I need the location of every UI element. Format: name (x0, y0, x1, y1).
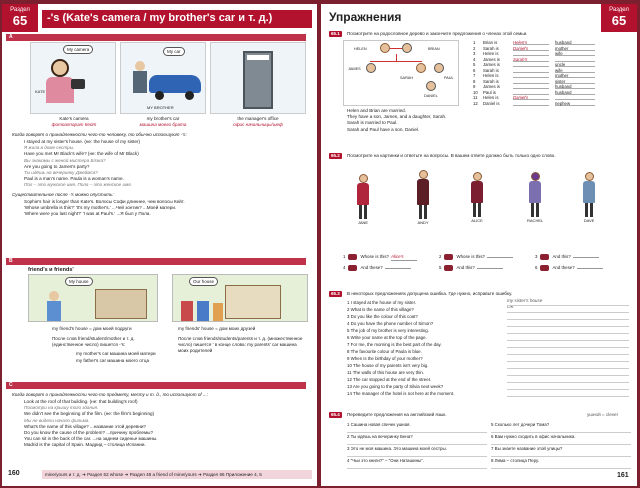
row-subject: Daniel is (483, 100, 500, 106)
family-paragraph (347, 108, 477, 133)
row-subject: Sarah is (483, 45, 499, 51)
illustration-brother (120, 42, 206, 114)
person-name: JANE (357, 220, 369, 225)
unit-title: -'s (Kate's camera / my brother's car и т. д.) (42, 10, 312, 28)
photo-daniel (426, 81, 436, 91)
ex3-answer-2: OK (507, 304, 514, 309)
exercise-number: 65.4 (331, 412, 340, 417)
row-relation: sister (555, 79, 595, 84)
para-line: Helen and Brian are married. (347, 108, 406, 113)
exercise-instruction: Переведите предложения на английский язык. (347, 412, 447, 417)
example-line: 'Where were you last night?' 'I was at Paul's.' ...Я был у Пола. (24, 211, 151, 217)
row-answer[interactable]: Daniel's (513, 46, 549, 51)
row-answer[interactable]: Daniel's (513, 95, 549, 100)
answer-line[interactable] (507, 375, 629, 376)
speech-bubble: My camera (63, 45, 93, 54)
question-number: 3 (535, 254, 538, 260)
rule-c-intro: Когда говорят о принадлежности чего-то предмету, месту и т. д., то используют of ...: (12, 392, 209, 397)
answer-line[interactable] (507, 319, 629, 320)
example-line: Have you met Mr Black's wife? (не: the wife of Mr Black) (24, 151, 139, 157)
caption-brother: MY BROTHER (147, 105, 174, 110)
rule-a2-intro: Существительное после -'s можно опустить: (12, 192, 114, 197)
question-item (343, 265, 437, 271)
camera-icon (71, 79, 85, 89)
answer-line[interactable] (507, 396, 629, 397)
item-icon (444, 265, 453, 271)
ex4-item: 6 Вам нужно сходить в офис начальника. (491, 434, 576, 439)
tree-name: HELEN (354, 47, 367, 51)
illustration-friends-house (172, 274, 308, 322)
example-line: Мы не видели начало фильма. (24, 417, 90, 423)
ex3-line: 8 The favourite colour of Paula is blue. (347, 349, 422, 354)
ex4-col-1 (347, 422, 487, 470)
row-answer[interactable]: Helen's (513, 40, 549, 45)
ex3-line: 12 The car stopped at the end of the street. (347, 377, 432, 382)
row-subject: James is (483, 56, 500, 62)
example-line: Look at the roof of that building. (не: that building's roof) (24, 399, 138, 404)
row-subject: James is (483, 62, 500, 67)
row-answer[interactable] (513, 84, 549, 89)
answer-line[interactable] (491, 428, 631, 433)
ex3-line: 3 Do you like the colour of this coat? (347, 314, 418, 319)
ex3-line: 14 The manager of the hotel is not here at the moment. (347, 391, 455, 396)
caption-1: Kate's camera (59, 116, 89, 121)
ex4-item: 2 Ты идёшь на вечеринку Бена? (347, 434, 413, 439)
page-number: 160 (8, 470, 20, 477)
answer-line[interactable] (507, 347, 629, 348)
ex3-line: 5 The job of my brother is very interesting. (347, 328, 429, 333)
row-number: 2 (473, 45, 476, 51)
answer-field[interactable] (477, 268, 503, 269)
row-relation: mother (555, 73, 595, 78)
answer-line[interactable] (347, 428, 487, 433)
row-subject: Helen is (483, 95, 499, 100)
row-relation: uncle (555, 62, 595, 67)
person-jane (357, 174, 369, 225)
row-subject: James is (483, 84, 500, 89)
person-alice (471, 172, 483, 223)
answer-field[interactable]: Alice's (391, 254, 417, 261)
speech-bubble: My car (163, 47, 185, 56)
question-item (535, 265, 629, 271)
row-answer[interactable]: Sarah's (513, 57, 549, 62)
ex3-line: 11 The walls of this house are very thin. (347, 370, 424, 375)
left-page (2, 4, 317, 486)
item-icon (540, 254, 549, 260)
letter-a: A (6, 34, 306, 41)
row-number: 12 (473, 100, 478, 106)
row-relation: husband (555, 84, 595, 89)
b-caption-1: my friend's house = дом моей подруги (52, 326, 132, 331)
question-item (439, 254, 533, 260)
caption-2-ru: машина моего брата (139, 122, 187, 127)
ex4-item: 8 Лима – столица Перу. (491, 458, 539, 463)
row-number: 8 (473, 78, 476, 84)
row-number: 4 (473, 56, 476, 62)
exercise-instruction: Посмотрите на родословное дерево и закончите предложения о членах этой семьи. (347, 31, 528, 36)
exercise-instruction: В некоторых предложениях допущена ошибка. Где нужно, исправьте ошибку. (347, 291, 513, 296)
answer-line[interactable] (491, 440, 631, 445)
ex4-item: 1 Сашина новая спичек ушная. (347, 422, 411, 427)
row-relation: wife (555, 51, 595, 56)
examples-c (24, 399, 309, 449)
row-number: 11 (473, 95, 478, 100)
ex3-line: 9 When is the birthday of your mother? (347, 356, 423, 361)
row-subject: Helen is (483, 73, 499, 78)
question-text: And this? (456, 265, 475, 271)
row-answer[interactable] (513, 62, 549, 67)
row-number: 7 (473, 73, 476, 78)
examples-a (24, 139, 309, 189)
answer-line[interactable] (507, 368, 629, 369)
ex4-item: 7 Вы знаете название этой улицы? (491, 446, 563, 451)
caption-1-ru: фотоаппарат Кейт (51, 122, 97, 127)
question-text: Whose is this? (456, 254, 486, 260)
answer-line[interactable] (507, 312, 629, 313)
row-answer[interactable] (513, 101, 549, 106)
photo-james (366, 63, 376, 73)
answer-line[interactable] (507, 361, 629, 362)
house-icon (95, 289, 147, 319)
row-subject: Sarah is (483, 78, 499, 84)
answer-line[interactable] (507, 389, 629, 390)
item-icon (540, 265, 549, 271)
footer-crossrefs[interactable]: mine/yours и т. д. ➜ Раздел 62 whose ➜ Раздел 48 a friend of mine/yours ➜ Раздел 66 Приложение 4, 5 (42, 470, 312, 479)
question-text: And these? (552, 265, 575, 271)
answer-line[interactable] (347, 440, 487, 445)
section-number: 65 (611, 13, 627, 28)
row-relation: husband (555, 90, 595, 95)
tree-name: PAUL (444, 76, 454, 80)
exercise-number: 65.1 (331, 31, 340, 36)
person-name: RACHEL (527, 218, 544, 223)
answer-field[interactable] (385, 268, 411, 269)
question-number: 4 (343, 265, 346, 271)
item-icon (348, 265, 357, 271)
para-line: Sarah and Paul have a son, Daniel. (347, 126, 420, 132)
question-text: Whose is this? (360, 254, 390, 260)
ex3-line: 2 What is the name of this village? (347, 307, 414, 312)
answer-line[interactable] (507, 305, 629, 306)
illustration-office (210, 42, 306, 114)
caption-kate: KATE (35, 89, 46, 94)
section-b-bar (6, 258, 306, 265)
ex3-line: 1 I stayed at the house of my sister. (347, 300, 417, 305)
example-line: I stayed at my sister's house. (не: the house of my sister) (24, 139, 141, 144)
ex2-questions (343, 254, 633, 280)
tree-name: BRIAN (428, 47, 440, 51)
row-number: 1 (473, 40, 476, 45)
section-tab (2, 4, 38, 32)
question-number: 5 (439, 265, 442, 271)
ex3-line: 4 Do you have the phone number of Simon? (347, 321, 434, 326)
exercises-title: Упражнения (329, 10, 402, 24)
item-icon (348, 254, 357, 260)
answer-line[interactable] (347, 464, 487, 469)
row-relation (555, 95, 595, 100)
answer-field[interactable] (573, 257, 599, 258)
section-label: Раздел (609, 7, 629, 13)
speech-bubble: Our house (189, 277, 218, 286)
example-line: Вы знакомы с женой мистера Блэка? (24, 157, 106, 163)
example-line: Ты идёшь на вечеринку Джеймса? (24, 170, 98, 176)
person-andy (417, 170, 429, 225)
section-tab (601, 4, 637, 32)
example-line: Sophie's hair is longer than Kate's. Волосы Софи длиннее, чем волосы Кейт. (24, 199, 185, 204)
question-number: 2 (439, 254, 442, 260)
answer-line[interactable] (507, 333, 629, 334)
row-number: 3 (473, 51, 476, 56)
person-rachel (527, 172, 543, 223)
ex3-line: 7 For me, the morning is the best part of the day. (347, 342, 442, 347)
tree-name: SARAH (400, 76, 414, 80)
b-text-1: После слов friend/student/mother и т. д. (единственное число) пишется -'s: (52, 336, 135, 348)
example-line: Do you know the cause of the problem? ...причину проблемы? (24, 430, 154, 436)
example-line: Madrid is the capital of Spain. Мадрид – столица Испании. (24, 442, 146, 448)
b-text-3: my father's car машина моего отца (76, 358, 150, 363)
b-title: friend's и friends' (28, 267, 74, 273)
row-relation: nephew (555, 101, 595, 106)
row-answer[interactable] (513, 90, 549, 95)
car-icon (149, 75, 201, 93)
ex3-answer-1: my sister's house (507, 298, 543, 303)
tree-name: DANIEL (424, 94, 438, 98)
section-label: Раздел (10, 7, 30, 13)
rule-a-intro: Когда говорят о принадлежности чего-то человеку, то обычно используют -'s: (12, 132, 187, 137)
caption-2: my brother's car (146, 116, 180, 121)
para-line: Sarah is married to Paul. (347, 120, 398, 126)
answer-field[interactable] (487, 257, 513, 258)
letter-c: C (9, 382, 13, 388)
person-name: ALICE (471, 218, 483, 223)
exercise-number: 65.3 (331, 291, 340, 296)
question-text: And these? (360, 265, 383, 271)
tree-name: JAMES (348, 67, 361, 71)
question-number: 1 (343, 254, 346, 260)
ex1-answer-rows (473, 40, 623, 106)
row-subject: Sarah is (483, 67, 499, 73)
photo-helen (380, 43, 390, 53)
ex1-row (473, 101, 623, 107)
caption-3-ru: офис начальницы/шеф (233, 122, 283, 127)
ex4-item: 4 "Чьи это книги?" – "Они Наташины". (347, 458, 424, 463)
answer-line[interactable] (507, 326, 629, 327)
exercise-number: 65.2 (331, 153, 340, 158)
person-dave (583, 172, 595, 223)
row-number: 6 (473, 67, 476, 73)
example-line: You can sit in the back of the car. ...на заднем сиденье машины. (24, 436, 158, 442)
person-name: DAVE (583, 218, 595, 223)
examples-a2 (24, 199, 309, 218)
b-text-2: my mother's car машина моей матери (76, 351, 156, 356)
row-relation: mother (555, 46, 595, 51)
exercise-instruction: Посмотрите на картинки и ответьте на вопросы. В вашем ответе должно быть только одно слово. (347, 153, 556, 158)
row-subject: Helen is (483, 51, 499, 56)
example-line: What's the name of this village? ...название этой деревни? (24, 423, 146, 429)
row-answer[interactable] (513, 68, 549, 73)
row-subject: Brian is (483, 40, 498, 45)
ex4-col-2 (491, 422, 631, 470)
question-item (535, 254, 629, 260)
row-subject: Paul is (483, 89, 496, 95)
family-tree (343, 40, 459, 106)
section-c-bar (6, 382, 306, 389)
speech-bubble: My house (65, 277, 93, 286)
letter-b: B (9, 258, 13, 264)
answer-line[interactable] (491, 464, 631, 469)
ex4-item: 3 Это не моя машина. Это машина моей сестры. (347, 446, 447, 451)
example-line: 'Whose umbrella is this?' 'It's my mother's.' ...Чей зонтик? ...Моей матери. (24, 205, 177, 211)
row-relation: husband (555, 40, 595, 45)
row-number: 9 (473, 84, 476, 89)
row-answer[interactable] (513, 51, 549, 56)
house-icon (225, 285, 281, 319)
question-item (439, 265, 533, 271)
row-number: 10 (473, 89, 478, 95)
illustration-friend-house (28, 274, 158, 322)
person-name: ANDY (417, 220, 429, 225)
ex3-line: 13 Are you going to the party of Silvia next week? (347, 384, 444, 389)
row-relation: wife (555, 68, 595, 73)
row-number: 5 (473, 62, 476, 67)
photo-paul (434, 63, 444, 73)
illustration-kate (30, 42, 116, 114)
b-caption-2: my friends' house = дом моих друзей (178, 326, 256, 331)
answer-line[interactable] (491, 452, 631, 457)
row-answer[interactable] (513, 79, 549, 84)
section-number: 65 (12, 13, 28, 28)
example-line: Paul is a man's name. Paula is a woman's name. (24, 176, 124, 182)
photo-sarah (416, 63, 426, 73)
ex3-lines (347, 299, 497, 397)
ex4-note: ушной = clever (587, 412, 619, 417)
item-icon (444, 254, 453, 260)
answer-field[interactable] (577, 268, 603, 269)
example-line: Пол – это мужское имя. Пола – это женское имя. (24, 182, 132, 188)
answer-line[interactable] (347, 452, 487, 457)
ex3-line: 6 Write your name at the top of the page. (347, 335, 427, 340)
ex4-item: 5 Сколько лет дочери Тома? (491, 422, 550, 427)
caption-3: the manager's office (237, 116, 279, 121)
photo-brian (402, 43, 412, 53)
right-page (321, 4, 637, 486)
b-text-4: После слов friends/students/parents и т. д. (множественное число) пишется ' в конце слова: my parents' car машина моих родителей (178, 336, 303, 354)
page-number: 161 (617, 472, 629, 479)
question-text: And this? (552, 254, 571, 260)
example-line: Are you going to James's party? (24, 163, 90, 169)
example-line: Я жила в доме сестры. (24, 145, 75, 151)
example-line: Посмотри на крышу того здания. (24, 405, 99, 411)
example-line: We didn't see the beginning of the film. (не: the film's beginning) (24, 411, 155, 417)
question-item (343, 254, 437, 261)
para-line: They have a son, James, and a daughter, Sarah. (347, 114, 447, 120)
question-number: 6 (535, 265, 538, 271)
answer-line[interactable] (507, 340, 629, 341)
row-answer[interactable] (513, 73, 549, 78)
answer-line[interactable] (507, 382, 629, 383)
ex3-line: 10 The house of my parents isn't very big. (347, 363, 429, 368)
row-relation (555, 57, 595, 62)
answer-line[interactable] (507, 354, 629, 355)
